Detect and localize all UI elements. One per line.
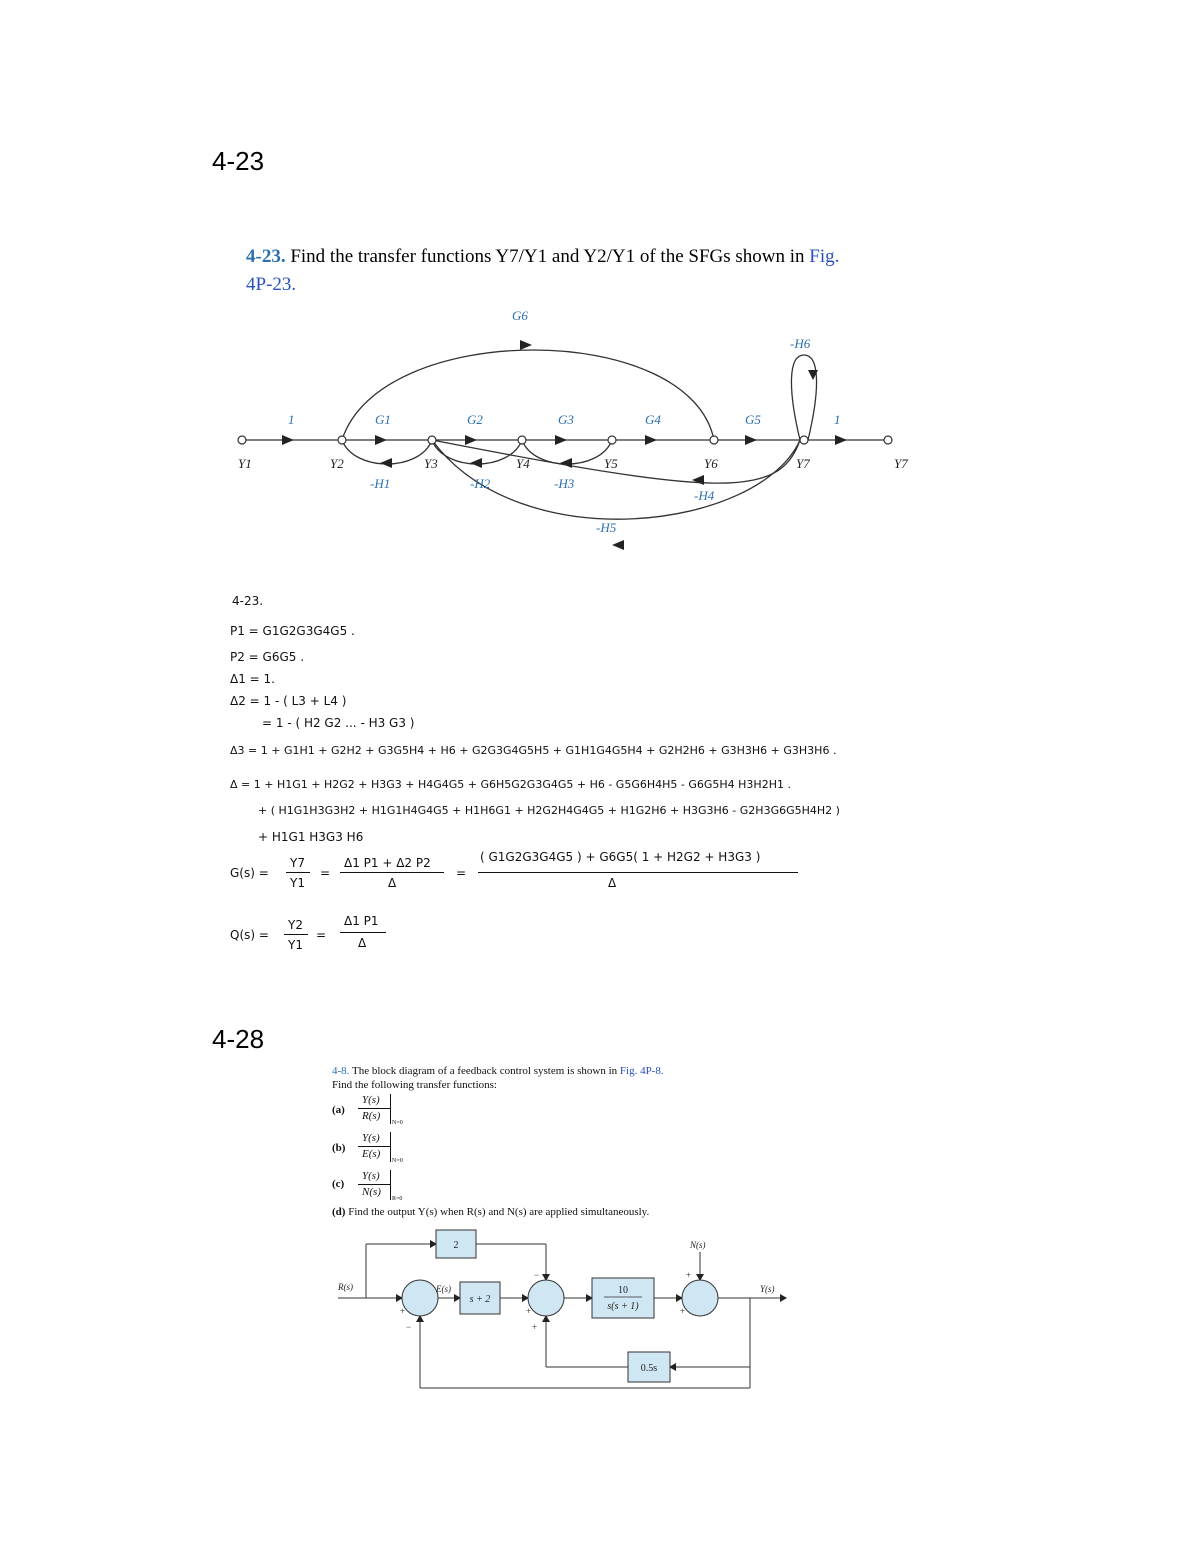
figure-link-word[interactable]: Fig. xyxy=(809,246,840,267)
gain-h1: -H1 xyxy=(370,476,391,491)
solution-d3: Δ3 = 1 + G1H1 + G2H2 + G3G5H4 + H6 + G2G3G4G5H5 + G1H1G4G5H4 + G2H2H6 + G3H3H6 + G3H3H6 . xyxy=(230,744,837,757)
arrow-1 xyxy=(282,435,294,445)
gain-h4: -H4 xyxy=(694,488,715,503)
g-eq2: = xyxy=(320,866,331,880)
arrow-h5 xyxy=(612,540,624,550)
g-frac2-num: Δ1 P1 + Δ2 P2 xyxy=(344,856,431,870)
g-eq3: = xyxy=(456,866,467,880)
part-b-evalbar xyxy=(390,1132,391,1162)
gain-g1: G1 xyxy=(375,412,391,427)
g-frac1-den: Y1 xyxy=(290,876,305,890)
g-frac3-num: ( G1G2G3G4G5 ) + G6G5( 1 + H2G2 + H3G3 ) xyxy=(480,850,761,864)
q-frac1-num: Y2 xyxy=(288,918,303,932)
solution-p1: P1 = G1G2G3G4G5 . xyxy=(230,624,355,638)
node-y7: Y7 xyxy=(796,456,810,471)
part-d-label: (d) xyxy=(332,1206,346,1218)
solution-d4a: Δ = 1 + H1G1 + H2G2 + H3G3 + H4G4G5 + G6H5G2G3G4G5 + H6 - G5G6H4H5 - G6G5H4 H3H2H1 . xyxy=(230,778,791,791)
problem-statement-4-23 xyxy=(246,243,926,299)
block-plant-den: s(s + 1) xyxy=(607,1301,639,1312)
q-frac2-bar xyxy=(340,932,386,933)
gain-h5: -H5 xyxy=(596,520,617,535)
svg-text:+: + xyxy=(686,1270,692,1280)
fill-group xyxy=(402,1230,718,1382)
svg-text:+: + xyxy=(680,1306,686,1316)
solution-d4b: + ( H1G1H3G3H2 + H1G1H4G4G5 + H1H6G1 + H2G2H4G4G5 + H1G2H6 + H3G3H6 - G2H3G6G5H4H2 ) xyxy=(258,804,840,817)
g-frac3-den: Δ xyxy=(608,876,617,890)
q-frac2-den: Δ xyxy=(358,936,367,950)
block-controller: s + 2 xyxy=(469,1294,491,1305)
gain-g4: G4 xyxy=(645,412,661,427)
part-c-evalbar xyxy=(390,1170,391,1200)
part-a-den: R(s) xyxy=(362,1110,381,1122)
gain-h2: -H2 xyxy=(470,476,491,491)
gain-g6: G6 xyxy=(512,308,528,323)
part-b-label: (b) xyxy=(332,1142,346,1154)
arrow-h1 xyxy=(380,458,392,468)
gain-g5: G5 xyxy=(745,412,761,427)
section-title-4-23: 4-23 xyxy=(212,146,265,176)
g-frac3-bar xyxy=(478,872,798,873)
g-label: G(s) = xyxy=(230,866,269,880)
node-y6: Y6 xyxy=(704,456,718,471)
q-eq2: = xyxy=(316,928,327,942)
signal-r: R(s) xyxy=(338,1282,353,1292)
arrow-g1 xyxy=(375,435,387,445)
solution-d2b: = 1 - ( H2 G2 ... - H3 G3 ) xyxy=(262,716,415,730)
gain-out: 1 xyxy=(834,412,841,427)
block-diagram xyxy=(330,1222,810,1402)
problem-line1: The block diagram of a feedback control system is shown in xyxy=(351,1065,618,1077)
svg-text:+: + xyxy=(532,1322,538,1332)
svg-text:+: + xyxy=(526,1306,532,1316)
part-b-bar xyxy=(358,1146,390,1147)
problem-number: 4-23. xyxy=(246,246,286,267)
node-y5: Y5 xyxy=(604,456,618,471)
arrow-g4 xyxy=(645,435,657,445)
gain-h3: -H3 xyxy=(554,476,575,491)
gain-h6: -H6 xyxy=(790,336,811,351)
svg-text:+: + xyxy=(400,1306,406,1316)
node-y3: Y3 xyxy=(424,456,438,471)
part-c-cond: R=0 xyxy=(392,1196,403,1202)
figure-ref[interactable]: 4P-23. xyxy=(246,274,297,295)
svg-text:−: − xyxy=(406,1322,412,1332)
node-y4: Y4 xyxy=(516,456,530,471)
arrow-h3 xyxy=(560,458,572,468)
q-frac2-num: Δ1 P1 xyxy=(344,914,379,928)
g-frac1-num: Y7 xyxy=(290,856,305,870)
figure-ref-4p8[interactable]: Fig. 4P-8. xyxy=(619,1065,664,1077)
part-d-text: Find the output Y(s) when R(s) and N(s) are applied simultaneously. xyxy=(348,1206,650,1218)
part-b-cond: N=0 xyxy=(392,1158,403,1164)
block-plant-num: 10 xyxy=(618,1285,628,1296)
part-a-num: Y(s) xyxy=(362,1094,380,1106)
problem-text: Find the transfer functions Y7/Y1 and Y2/Y1 of the SFGs shown in xyxy=(290,246,805,267)
solution-d1: Δ1 = 1. xyxy=(230,672,275,686)
solution-heading: 4-23. xyxy=(232,594,264,608)
arrow-h2 xyxy=(470,458,482,468)
solution-d4c: + H1G1 H3G3 H6 xyxy=(258,830,364,844)
signal-e: E(s) xyxy=(436,1284,451,1294)
part-b-num: Y(s) xyxy=(362,1132,380,1144)
signal-n: N(s) xyxy=(690,1240,706,1250)
gain-1: 1 xyxy=(288,412,295,427)
gain-g2: G2 xyxy=(467,412,483,427)
problem-line2: Find the following transfer functions: xyxy=(332,1079,497,1091)
solution-d2a: Δ2 = 1 - ( L3 + L4 ) xyxy=(230,694,347,708)
q-frac1-den: Y1 xyxy=(288,938,303,952)
arrow-out xyxy=(835,435,847,445)
section-title-4-28: 4-28 xyxy=(212,1024,265,1054)
solution-p2: P2 = G6G5 . xyxy=(230,650,305,664)
signal-flow-graph xyxy=(220,300,920,570)
part-c-num: Y(s) xyxy=(362,1170,380,1182)
part-b-den: E(s) xyxy=(362,1148,381,1160)
problem-number-4-8: 4-8. xyxy=(332,1065,350,1077)
g-frac1-bar xyxy=(286,872,310,873)
part-a-bar xyxy=(358,1108,390,1109)
node-y1: Y1 xyxy=(238,456,252,471)
g-frac2-bar xyxy=(340,872,444,873)
part-a-evalbar xyxy=(390,1094,391,1124)
block-feedforward-gain: 2 xyxy=(453,1240,459,1251)
node-y7-out: Y7 xyxy=(894,456,908,471)
part-c-den: N(s) xyxy=(362,1186,381,1198)
block-feedback-gain: 0.5s xyxy=(640,1363,658,1374)
svg-text:−: − xyxy=(534,1270,540,1280)
signal-y: Y(s) xyxy=(760,1284,775,1294)
arrow-h4 xyxy=(692,475,704,485)
problem-statement-4-8 xyxy=(332,1064,664,1092)
g-frac2-den: Δ xyxy=(388,876,397,890)
part-c-label: (c) xyxy=(332,1178,345,1190)
node-y2: Y2 xyxy=(330,456,344,471)
gain-g3: G3 xyxy=(558,412,574,427)
part-a-cond: N=0 xyxy=(392,1120,403,1126)
q-label: Q(s) = xyxy=(230,928,269,942)
part-d xyxy=(332,1206,649,1218)
part-a-label: (a) xyxy=(332,1104,345,1116)
part-c-bar xyxy=(358,1184,390,1185)
q-frac1-bar xyxy=(284,934,308,935)
arrow-g6 xyxy=(520,340,532,350)
arrow-g2 xyxy=(465,435,477,445)
arrow-g3 xyxy=(555,435,567,445)
arrow-g5 xyxy=(745,435,757,445)
